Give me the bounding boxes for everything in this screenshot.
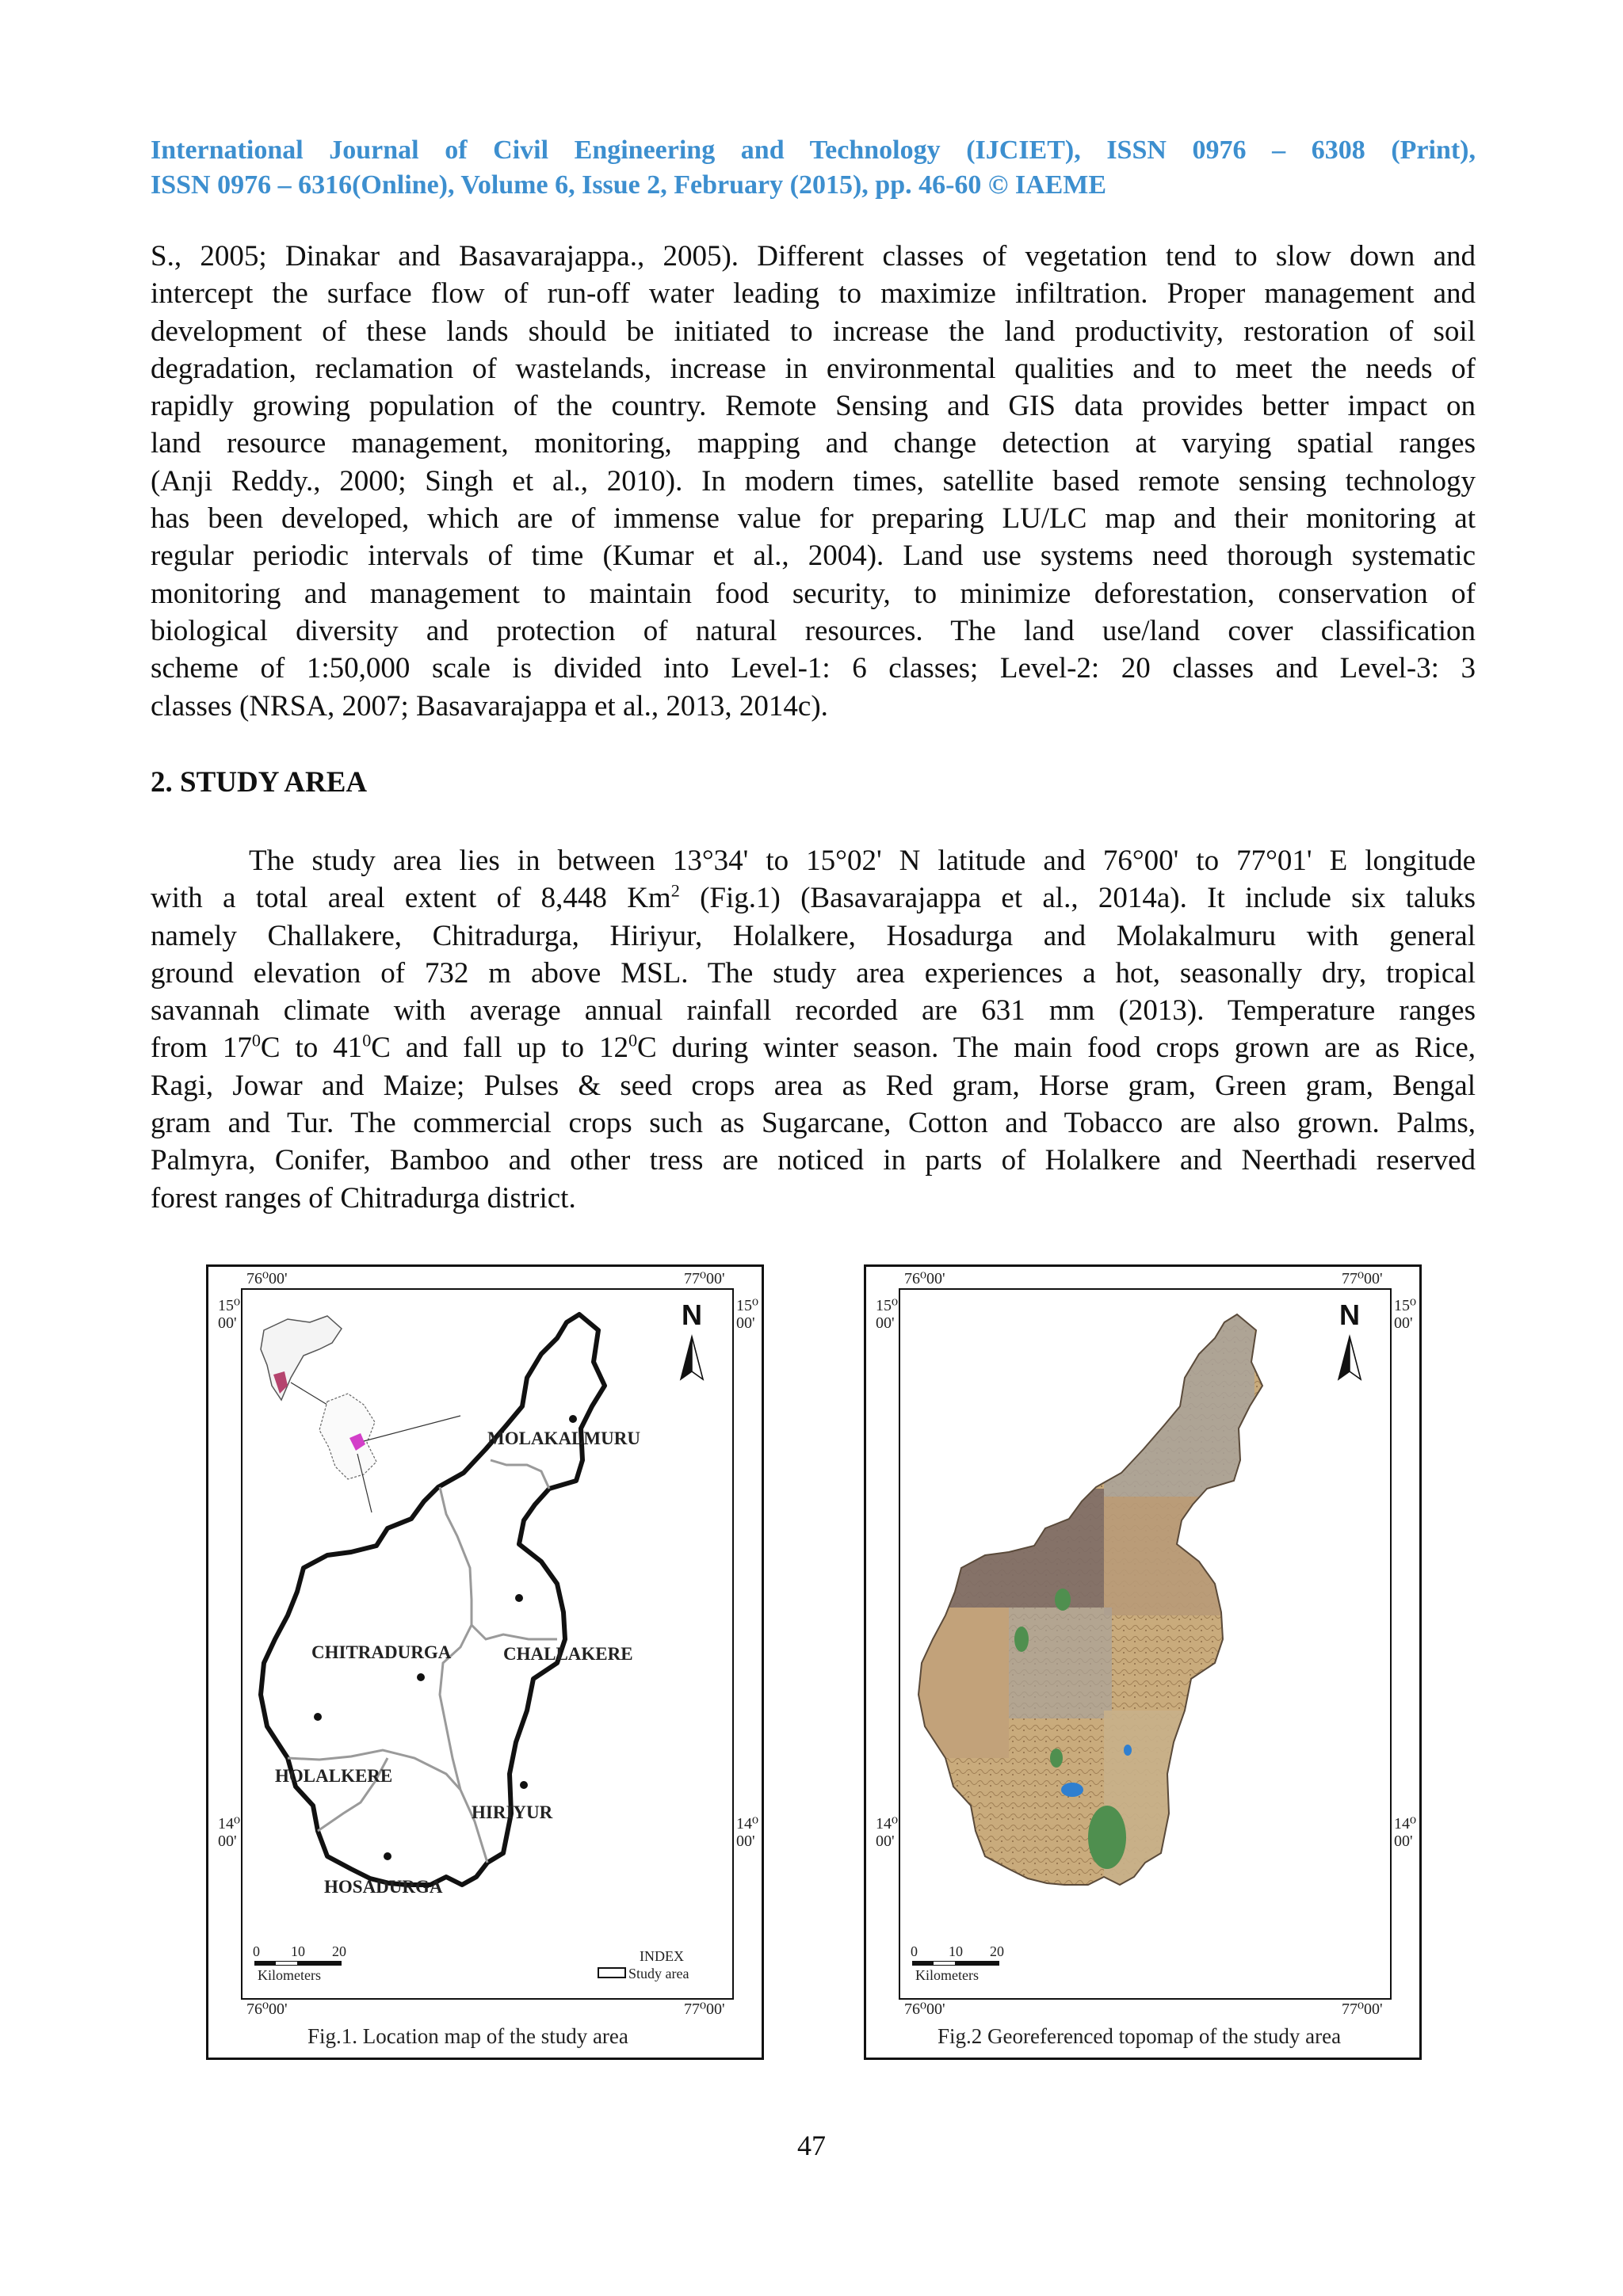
town-dot <box>569 1415 577 1423</box>
index-title: INDEX <box>640 1948 684 1964</box>
topo-tile <box>1009 1608 1112 1718</box>
north-arrow-icon <box>1350 1337 1361 1379</box>
north-label: N <box>682 1299 702 1331</box>
coord-label: 77⁰00' <box>684 2000 725 2018</box>
superscript: 0 <box>628 1031 638 1051</box>
north-arrow-icon <box>692 1337 703 1379</box>
coord-label: 77⁰00' <box>1342 2000 1383 2018</box>
text-fragment: C and fall up to 12 <box>371 1032 628 1065</box>
scale-tick: 0 <box>911 1943 918 1959</box>
lat-degree: 14⁰ <box>736 1815 759 1833</box>
karnataka-outline <box>319 1394 376 1479</box>
section-title: 2. STUDY AREA <box>151 766 368 799</box>
forest-patch <box>1055 1589 1071 1611</box>
text-line: land resource management, monitoring, mapping and change detection at varying spatial ranges <box>151 427 1476 460</box>
text-line: regular periodic intervals of time (Kumar et al., 2004). Land use systems need thorough systematic <box>151 540 1476 573</box>
location-map-drawing <box>208 1267 762 2058</box>
india-outline <box>261 1316 342 1400</box>
topo-tile <box>914 1489 1104 1608</box>
text-line <box>151 879 1476 917</box>
town-dot <box>515 1594 523 1602</box>
coord-label: 76⁰00' <box>246 1270 288 1287</box>
north-label: N <box>1339 1299 1360 1331</box>
text-line: intercept the surface flow of run-off water leading to maximize infiltration. Proper management and <box>151 277 1476 311</box>
text-fragment: from 17 <box>151 1032 252 1065</box>
page-number: 47 <box>797 2130 826 2161</box>
superscript: 2 <box>670 880 680 901</box>
journal-header-line-1: International Journal of Civil Engineering and Technology (IJCIET), ISSN 0976 – 6308 (Print), <box>151 135 1476 165</box>
text-line: Ragi, Jowar and Maize; Pulses & seed crops area as Red gram, Horse gram, Green gram, Bengal <box>151 1069 1476 1102</box>
topomap-tiles <box>898 1299 1405 1901</box>
town-dot <box>384 1852 391 1860</box>
scale-bar <box>912 1961 999 1966</box>
town-dot <box>520 1781 528 1789</box>
text-line: forest ranges of Chitradurga district. <box>151 1181 576 1215</box>
coord-label <box>736 1297 758 1332</box>
text-line: monitoring and management to maintain food security, to minimize deforestation, conservation of <box>151 577 1476 610</box>
journal-header <box>151 133 1476 203</box>
index-swatch <box>598 1968 625 1978</box>
topo-tile <box>1199 1774 1239 1837</box>
scale-tick: 0 <box>253 1943 260 1959</box>
scale-unit: Kilometers <box>258 1967 321 1983</box>
text-fragment: with a total areal extent of 8,448 Km <box>151 882 671 915</box>
lat-degree: 15⁰ <box>736 1297 759 1314</box>
inset-pointer <box>364 1416 460 1441</box>
lat-minute: 00' <box>218 1833 237 1850</box>
scale-tick: 20 <box>332 1943 346 1959</box>
forest-patch <box>1050 1749 1063 1768</box>
text-line: gram and Tur. The commercial crops such as Sugarcane, Cotton and Tobacco are also grown. Palms, <box>151 1107 1476 1140</box>
lat-degree: 15⁰ <box>876 1297 899 1314</box>
coord-label: 76⁰00' <box>904 1270 945 1287</box>
town-dot <box>417 1673 425 1681</box>
text-line <box>151 1029 1476 1066</box>
figure-caption: Fig.1. Location map of the study area <box>307 2024 628 2048</box>
scale-tick: 10 <box>949 1943 963 1959</box>
district-boundary <box>261 1314 605 1885</box>
text-line: namely Challakere, Chitradurga, Hiriyur, Holalkere, Hosadurga and Molakalmuru with general <box>151 919 1476 952</box>
topo-tile <box>914 1608 1009 1758</box>
coord-label <box>218 1297 240 1332</box>
lat-minute: 00' <box>736 1314 755 1332</box>
text-line: The study area lies in between 13°34' to 15°02' N latitude and 76°00' to 77°01' E longitude <box>249 845 1476 877</box>
coord-label <box>218 1815 240 1850</box>
text-fragment: (Fig.1) (Basavarajappa et al., 2014a). It include six taluks <box>679 882 1476 915</box>
text-line: scheme of 1:50,000 scale is divided into Level-1: 6 classes; Level-2: 20 classes and Level-3: 3 <box>151 652 1476 685</box>
water-body <box>1061 1783 1083 1797</box>
lat-minute: 00' <box>218 1314 237 1332</box>
taluk-label-molakalmuru: MOLAKALMURU <box>487 1428 640 1448</box>
text-line: S., 2005; Dinakar and Basavarajappa., 2005). Different classes of vegetation tend to slow down and <box>151 240 1476 273</box>
superscript: 0 <box>362 1031 372 1051</box>
scale-bar <box>276 1962 297 1965</box>
taluk-label-chitradurga: CHITRADURGA <box>311 1642 452 1662</box>
index-label: Study area <box>628 1966 689 1981</box>
lat-degree: 14⁰ <box>218 1815 241 1833</box>
coord-label <box>876 1297 898 1332</box>
scale-tick: 10 <box>291 1943 305 1959</box>
coord-label <box>736 1815 758 1850</box>
figure-location-map <box>206 1264 764 2060</box>
lat-degree: 14⁰ <box>876 1815 899 1833</box>
topo-tile <box>1104 1497 1247 1615</box>
text-line: savannah climate with average annual rainfall recorded are 631 mm (2013). Temperature ranges <box>151 994 1476 1028</box>
lat-degree: 15⁰ <box>1394 1297 1417 1314</box>
water-body <box>1228 1571 1237 1584</box>
lat-minute: 00' <box>876 1833 895 1850</box>
scale-bar <box>934 1962 955 1965</box>
water-body <box>1124 1745 1132 1756</box>
scale-bar <box>254 1961 342 1966</box>
text-fragment: C during winter season. The main food crops grown are as Rice, <box>637 1032 1476 1065</box>
text-line: (Anji Reddy., 2000; Singh et al., 2010). In modern times, satellite based remote sensing technology <box>151 464 1476 498</box>
lat-degree: 14⁰ <box>1394 1815 1417 1833</box>
forest-patch <box>1014 1627 1029 1652</box>
lat-minute: 00' <box>1394 1833 1413 1850</box>
coord-label <box>1394 1815 1416 1850</box>
coord-label: 77⁰00' <box>684 1270 725 1287</box>
coord-label: 77⁰00' <box>1342 1270 1383 1287</box>
superscript: 0 <box>251 1031 261 1051</box>
text-line: development of these lands should be initiated to increase the land productivity, restoration of soil <box>151 315 1476 348</box>
text-fragment: C to 41 <box>260 1032 363 1065</box>
inset-pointer <box>291 1383 327 1405</box>
figure-caption: Fig.2 Georeferenced topomap of the study area <box>938 2024 1342 2048</box>
journal-header-line-2: ISSN 0976 – 6316(Online), Volume 6, Issue 2, February (2015), pp. 46-60 © IAEME <box>151 170 1107 200</box>
coord-label <box>1394 1297 1416 1332</box>
lat-degree: 15⁰ <box>218 1297 241 1314</box>
text-line: Palmyra, Conifer, Bamboo and other tress are noticed in parts of Holalkere and Neerthadi reserved <box>151 1144 1476 1177</box>
forest-patch <box>1088 1806 1126 1869</box>
lat-minute: 00' <box>1394 1314 1413 1332</box>
forest-patch <box>1134 1406 1153 1435</box>
text-line: biological diversity and protection of natural resources. The land use/land cover classification <box>151 614 1476 647</box>
coord-label <box>876 1815 898 1850</box>
topo-tile <box>1104 1711 1223 1885</box>
town-dot <box>314 1713 322 1721</box>
scale-unit: Kilometers <box>915 1967 979 1983</box>
text-line: classes (NRSA, 2007; Basavarajappa et al., 2013, 2014c). <box>151 689 828 723</box>
text-line: ground elevation of 732 m above MSL. The study area experiences a hot, seasonally dry, tropical <box>151 956 1476 990</box>
taluk-label-holalkere: HOLALKERE <box>275 1766 393 1786</box>
text-line: rapidly growing population of the country. Remote Sensing and GIS data provides better impact on <box>151 390 1476 423</box>
lat-minute: 00' <box>736 1833 755 1850</box>
paragraph-study-area <box>151 842 1476 1217</box>
text-line: has been developed, which are of immense value for preparing LU/LC map and their monitoring at <box>151 502 1476 536</box>
taluk-label-hosadurga: HOSADURGA <box>324 1877 443 1897</box>
taluk-label-hiriyur: HIRIYUR <box>472 1802 553 1822</box>
coord-label: 76⁰00' <box>904 2000 945 2018</box>
text-line: degradation, reclamation of wastelands, increase in environmental qualities and to meet the needs of <box>151 352 1476 385</box>
figure-topomap <box>864 1264 1422 2060</box>
topomap-drawing <box>866 1267 1419 2058</box>
paragraph-vegetation <box>151 238 1476 725</box>
coord-label: 76⁰00' <box>246 2000 288 2018</box>
taluk-label-challakere: CHALLAKERE <box>503 1644 633 1664</box>
scale-tick: 20 <box>990 1943 1004 1959</box>
lat-minute: 00' <box>876 1314 895 1332</box>
